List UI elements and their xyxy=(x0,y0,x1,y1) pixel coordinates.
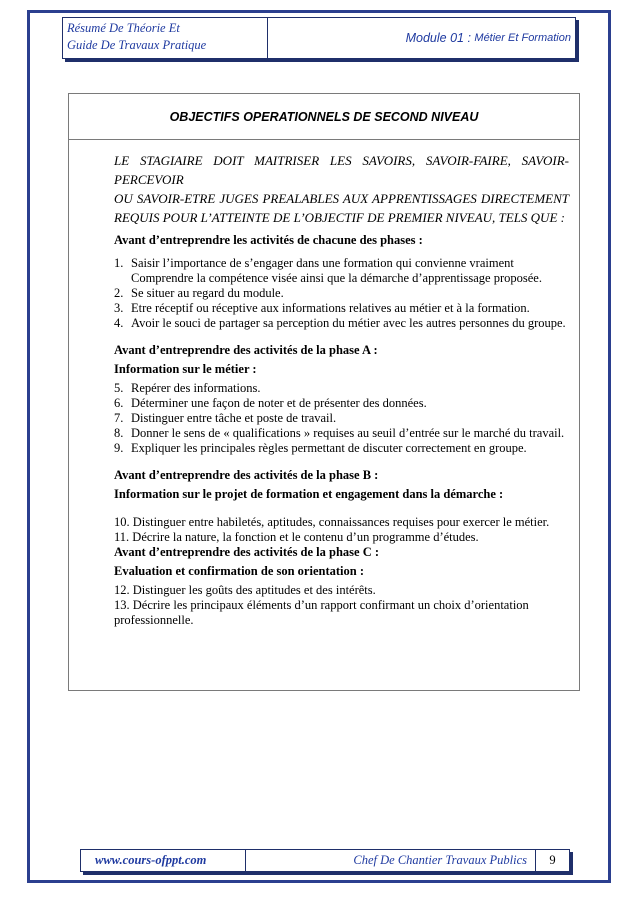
item-text: Se situer au regard du module. xyxy=(131,286,284,300)
header-line-2: Guide De Travaux Pratique xyxy=(67,38,207,52)
module-title: Métier Et Formation xyxy=(474,32,571,44)
spacer xyxy=(114,506,569,515)
item-number: 4. xyxy=(114,316,124,330)
section-subheading: Information sur le métier : xyxy=(114,362,257,376)
page-footer xyxy=(80,849,570,872)
item-text: Expliquer les principales règles permettant de discuter correctement en groupe. xyxy=(131,441,527,455)
list-item xyxy=(114,301,569,316)
list-item xyxy=(114,426,569,441)
item-number: 9. xyxy=(114,441,124,455)
item-number: 2. xyxy=(114,286,124,300)
section-heading: Avant d’entreprendre des activités de la phase A : xyxy=(114,343,378,357)
objectives-list xyxy=(114,515,569,545)
item-text: 12. Distinguer les goûts des aptitudes et des intérêts. xyxy=(114,583,376,597)
item-text: Repérer des informations. xyxy=(131,381,261,395)
objectives-list xyxy=(114,583,569,628)
header-doc-type xyxy=(63,18,268,58)
item-text: Avoir le souci de partager sa perception du métier avec les autres personnes du groupe. xyxy=(131,316,566,330)
item-text: Saisir l’importance de s’engager dans une formation qui convienne vraiment Comprendre la compétence visée ainsi que la démarche d’apprentissage proposée. xyxy=(131,256,542,285)
intro-paragraph xyxy=(114,151,569,227)
intro-line: LE STAGIAIRE DOIT MAITRISER LES SAVOIRS, SAVOIR-FAIRE, SAVOIR-PERCEVOIR xyxy=(114,153,569,187)
item-text: Etre réceptif ou réceptive aux informations relatives au métier et à la formation. xyxy=(131,301,530,315)
module-label: Module 01 : xyxy=(405,31,471,45)
section-heading: Avant d’entreprendre des activités de la phase C : xyxy=(114,545,380,559)
objectives-body xyxy=(69,140,579,628)
list-item xyxy=(114,515,569,530)
page-header xyxy=(62,17,576,59)
header-line-1: Résumé De Théorie Et xyxy=(67,21,180,35)
list-item xyxy=(114,598,569,628)
list-item xyxy=(114,396,569,411)
item-number: 8. xyxy=(114,426,124,440)
item-text: Distinguer entre tâche et poste de travail. xyxy=(131,411,337,425)
list-item xyxy=(114,381,569,396)
item-text: 11. Décrire la nature, la fonction et le contenu d’un programme d’études. xyxy=(114,530,479,544)
item-number: 5. xyxy=(114,381,124,395)
item-number: 7. xyxy=(114,411,124,425)
list-item xyxy=(114,286,569,301)
item-text: Déterminer une façon de noter et de présenter des données. xyxy=(131,396,427,410)
page-number: 9 xyxy=(549,853,556,867)
section-heading: Avant d’entreprendre des activités de la phase B : xyxy=(114,468,379,482)
list-item xyxy=(114,441,569,456)
website-link[interactable]: www.cours-ofppt.com xyxy=(81,850,246,871)
item-text: Donner le sens de « qualifications » requises au seuil d’entrée sur le marché du travail. xyxy=(131,426,565,440)
section-heading: Avant d’entreprendre les activités de chacune des phases : xyxy=(114,233,423,247)
list-item xyxy=(114,316,569,331)
intro-line: OU SAVOIR-ETRE JUGES PREALABLES AUX APPRENTISSAGES DIRECTEMENT xyxy=(114,191,569,206)
item-number: 1. xyxy=(114,256,124,270)
footer-trade: Chef De Chantier Travaux Publics xyxy=(246,850,536,871)
item-text: 13. Décrire les principaux éléments d’un rapport confirmant un choix d’orientation professionnelle. xyxy=(114,598,529,627)
item-text: 10. Distinguer entre habiletés, aptitudes, connaissances requises pour exercer le métier. xyxy=(114,515,550,529)
list-item xyxy=(114,583,569,598)
section-subheading: Information sur le projet de formation et engagement dans la démarche : xyxy=(114,487,504,501)
header-module xyxy=(268,18,575,58)
objectives-list xyxy=(114,381,569,456)
list-item xyxy=(114,411,569,426)
intro-line: REQUIS POUR L’ATTEINTE DE L’OBJECTIF DE PREMIER NIVEAU, TELS QUE : xyxy=(114,210,565,225)
item-number: 6. xyxy=(114,396,124,410)
section-subheading: Evaluation et confirmation de son orientation : xyxy=(114,564,364,578)
objectives-box xyxy=(68,93,580,691)
item-number: 3. xyxy=(114,301,124,315)
section-title: OBJECTIFS OPERATIONNELS DE SECOND NIVEAU xyxy=(69,94,579,140)
list-item xyxy=(114,256,569,286)
list-item xyxy=(114,530,569,545)
objectives-list xyxy=(114,256,569,331)
